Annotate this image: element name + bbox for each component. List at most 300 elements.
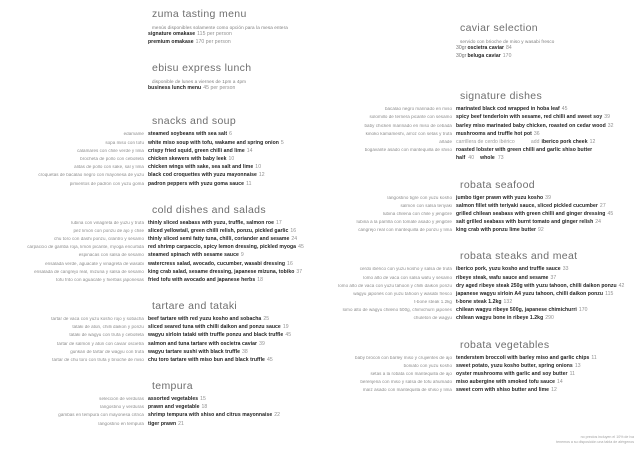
item-name: sliced seared tuna with chilli daikon and ponzu sauce <box>148 324 281 331</box>
right-column <box>324 0 640 402</box>
menu-item[interactable] <box>324 356 640 361</box>
item-price: 32 <box>607 122 614 129</box>
item-en <box>456 132 640 137</box>
item-es: lubina con vinagreta de yuzu y trufa <box>71 220 144 225</box>
item-en <box>148 342 316 347</box>
item-en <box>456 115 640 120</box>
section-robata-vegetables <box>324 339 640 394</box>
item-en <box>148 270 316 275</box>
menu-item[interactable] <box>324 196 640 201</box>
item-en <box>148 253 316 258</box>
section-gap <box>0 372 316 380</box>
item-price: 36 <box>533 130 540 137</box>
menu-item[interactable] <box>0 86 316 91</box>
item-name: miso aubergine with smoked tofu sauce <box>456 379 556 386</box>
item-es: baby brócoli con barley miso y crujientes de ajo <box>355 355 452 360</box>
item-name: chilean wagyu bone in ribeye 1.2kg <box>456 315 544 322</box>
item-es: espinacas con salsa de sésamo <box>78 253 144 258</box>
item-price: 170 <box>578 307 588 314</box>
item-es: chu toro con dashi ponzu, cilantro y sésamo <box>54 236 144 241</box>
item-price: 24 <box>291 235 298 242</box>
item-price: 11 <box>569 370 575 377</box>
item-en <box>456 380 640 385</box>
item-en <box>456 308 640 313</box>
item-name: marinated black cod wrapped in hoba leaf <box>456 106 560 113</box>
item-name: thinly sliced semi fatty tuna, chilli, coriander and sesame <box>148 235 290 242</box>
item-name: chilean wagyu ribeye 500g, japanese chimichurri <box>456 307 577 314</box>
top-spacer-right <box>324 0 640 22</box>
item-en <box>456 292 640 297</box>
item-price: 18 <box>201 404 208 411</box>
item-name: roasted lobster with green chilli and garlic shiso butter <box>456 147 593 154</box>
menu-item[interactable] <box>0 237 316 242</box>
menu-item[interactable] <box>0 157 316 162</box>
item-name: watercress salad, avocado, cucumber, wasabi dressing <box>148 260 286 267</box>
item-es: edamame <box>123 132 144 137</box>
menu-item[interactable] <box>0 397 316 402</box>
section-caviar-selection <box>324 22 640 59</box>
menu-item[interactable] <box>0 182 316 187</box>
item-en <box>456 228 640 233</box>
item-es: lubina a la parrilla con tomate asado y jengibre <box>356 220 452 225</box>
item-en <box>148 132 316 137</box>
item-en <box>456 140 640 145</box>
item-price: 38 <box>242 348 248 355</box>
menu-item[interactable] <box>324 54 640 59</box>
item-price: 21 <box>178 420 184 427</box>
menu-item[interactable] <box>0 358 316 363</box>
item-name: ribeye steak, wafu sauce and sesame <box>456 274 549 281</box>
section-title: zuma tasting menu <box>152 8 247 20</box>
item-price: 45 <box>607 210 614 217</box>
section-zuma-tasting-menu <box>0 8 316 45</box>
menu-item[interactable] <box>0 32 316 37</box>
item-en <box>148 182 316 187</box>
item-name: sweet corn with shiso butter and lime <box>456 387 550 394</box>
item-name: chu toro tartare with miso bun and black truffle <box>148 356 265 363</box>
menu-item[interactable] <box>0 325 316 330</box>
item-price: 45 <box>285 332 292 339</box>
item-en <box>148 229 316 234</box>
menu-item[interactable] <box>324 372 640 377</box>
item-es: brocheta de pollo con cebolleta <box>80 156 144 161</box>
item-name: t-bone steak 1.2kg <box>456 299 502 306</box>
item-name: wagyu tartare sushi with black truffle <box>148 348 241 355</box>
item-en <box>148 397 316 402</box>
item-list <box>0 221 316 283</box>
item-en <box>148 245 316 250</box>
item-list <box>0 132 316 186</box>
menu-item[interactable] <box>0 245 316 250</box>
item-es: maíz asado con mantequilla de shiso y lima <box>362 388 452 393</box>
menu-item[interactable] <box>324 276 640 281</box>
menu-item[interactable] <box>324 388 640 393</box>
item-en <box>456 300 640 305</box>
item-en <box>148 413 316 418</box>
item-es: bogavante asado con mantequilla de shiso <box>364 148 452 153</box>
item-price: 37 <box>296 268 303 275</box>
menu-item[interactable] <box>0 132 316 137</box>
section-gap <box>324 242 640 250</box>
item-price: 42 <box>618 282 625 289</box>
item-name: mushrooms and truffle hot pot <box>456 130 532 137</box>
item-es: pez limón con ponzu de ajo y chile <box>73 228 144 233</box>
item-price: 22 <box>274 412 281 419</box>
item-price: 13 <box>574 362 581 369</box>
menu-item[interactable] <box>0 262 316 267</box>
menu-item[interactable] <box>324 46 640 51</box>
menu-item[interactable] <box>324 300 640 305</box>
item-es: gambas en tempura con mayonesa cítrica <box>58 413 144 418</box>
item-price: 16 <box>287 260 293 267</box>
item-price: 39 <box>604 114 611 121</box>
item-en <box>456 372 640 377</box>
item-name: oyster mushrooms with garlic and soy butter <box>456 370 568 377</box>
section-robata-steaks-and-meat <box>324 250 640 321</box>
section-robata-seafood <box>324 179 640 234</box>
menu-item[interactable] <box>324 364 640 369</box>
section-title: robata vegetables <box>460 338 550 351</box>
section-title: snacks and soup <box>152 115 237 128</box>
item-name: steamed soybeans with sea salt <box>148 131 228 138</box>
menu-item[interactable] <box>324 115 640 120</box>
section-signature-dishes <box>324 90 640 161</box>
item-es: solomillo de ternera picante con sésamo <box>369 115 452 120</box>
menu-item[interactable] <box>324 316 640 321</box>
item-name: king crab salad, sesame dressing, japanese mizuna, tobiko <box>148 268 295 275</box>
item-price: 10 <box>228 155 235 162</box>
section-tartare-and-tataki <box>0 300 316 363</box>
item-en <box>456 284 640 289</box>
item-name: sliced yellowtail, green chilli relish, ponzu, pickled garlic <box>148 227 289 234</box>
add-label: add <box>530 139 540 146</box>
menu-item[interactable] <box>0 333 316 338</box>
section-gap <box>324 171 640 179</box>
item-es: langostino tigre con yuzu kosho <box>387 195 452 200</box>
item-name: jumbo tiger prawn with yuzu kosho <box>456 194 544 201</box>
item-es: calamares con chile verde y lima <box>77 148 144 153</box>
section-title: tartare and tataki <box>152 300 238 312</box>
item-es: cangrejo real con mantequilla de ponzu y lima <box>358 228 452 233</box>
item-es: lomo alto de vaca con yuzu tahoon y chilli daikon ponzu <box>338 283 452 288</box>
item-es: t-bone steak 1.2kg <box>414 300 452 305</box>
item-name: salt grilled seabass with burnt tomato and ginger relish <box>456 219 594 226</box>
menu-item[interactable] <box>324 308 640 313</box>
item-price: 45 <box>266 356 273 363</box>
item-en <box>148 149 316 154</box>
section-gap <box>0 54 316 62</box>
item-price: 10 <box>255 164 262 171</box>
item-es: setas a la robata con mantequilla de ajo <box>370 371 452 376</box>
top-spacer-left <box>0 0 316 8</box>
item-name: steamed spinach with sesame sauce <box>148 252 239 259</box>
item-en <box>148 325 316 330</box>
menu-item[interactable] <box>324 220 640 225</box>
item-price: 45 <box>561 106 568 113</box>
menu-item[interactable] <box>324 212 640 217</box>
item-list <box>0 317 316 363</box>
item-en <box>148 422 316 427</box>
item-en <box>456 364 640 369</box>
item-name: tiger prawn <box>148 420 177 427</box>
item-es: ensalada verde, aguacate y vinagreta de wasabi <box>45 261 144 266</box>
item-es: tofu frito con aguacate y hierbas japonesas <box>56 277 144 282</box>
menu-item[interactable] <box>0 422 316 427</box>
left-column <box>0 0 316 436</box>
item-name: beef tartare with red yuzu kosho and sobacha <box>148 316 262 322</box>
item-name: thinly sliced seabass with yuzu, truffle, salmon roe <box>148 219 274 226</box>
item-en <box>456 124 640 129</box>
item-es: berenjena con miso y salsa de tofu ahumado <box>360 380 452 385</box>
item-es: lomo alto de wagyu chileno 500g, chimichurri japonés <box>342 308 452 313</box>
menu-item[interactable] <box>324 292 640 297</box>
menu-item[interactable] <box>0 342 316 347</box>
item-list <box>0 397 316 427</box>
item-name: salmon and tuna tartare with oscietra caviar <box>148 340 258 347</box>
item-name: dry aged ribeye steak 250g with yuzu tahoon, chilli daikon ponzu <box>456 282 617 289</box>
item-list <box>324 356 640 394</box>
item-en <box>456 204 640 209</box>
item-en <box>456 107 640 112</box>
item-es: lomo alto de vaca con salsa wafu y sésamo <box>363 275 452 280</box>
menu-item[interactable] <box>0 405 316 410</box>
item-es: pimientos de padrón con yuzu goma <box>69 181 144 186</box>
item-es: salmón con salsa teriyaki <box>400 203 452 208</box>
item-price: 12 <box>589 139 596 146</box>
item-en <box>148 157 316 162</box>
item-price: 11 <box>246 180 252 187</box>
item-price: 6 <box>229 131 232 138</box>
item-en: premium omakase 170 per person <box>148 39 231 46</box>
item-price: 9 <box>240 252 244 259</box>
item-es: croquetas de bacalao negro con mayonesa de yuzu <box>38 173 144 178</box>
item-price: 18 <box>257 276 264 283</box>
item-en: 30groscietra caviar 84 <box>456 45 512 51</box>
item-name: wagyu sirloin tataki with truffle ponzu and black truffle <box>148 332 284 339</box>
section-snacks-and-soup <box>0 115 316 186</box>
item-en <box>148 262 316 267</box>
item-list <box>324 107 640 161</box>
menu-item[interactable] <box>324 204 640 209</box>
menu-item[interactable] <box>324 380 640 385</box>
item-en <box>456 316 640 321</box>
menu-item[interactable] <box>324 267 640 272</box>
menu-item[interactable] <box>0 270 316 275</box>
section-note: disponible de lunes a viernes de 1pm a 4pm <box>152 79 247 85</box>
menu-item[interactable] <box>0 40 316 45</box>
item-en: 30grbeluga caviar 170 <box>456 53 512 60</box>
item-price: 14 <box>557 379 563 386</box>
item-name: tenderstem broccoli with barley miso and garlic chips <box>456 354 590 361</box>
item-es: tartar de vaca con yuzu kosho rojo y sobacha <box>51 317 144 321</box>
item-es: langostino en tempura <box>98 421 144 426</box>
menu-item[interactable] <box>0 173 316 178</box>
item-price: 92 <box>538 227 544 234</box>
item-name: crispy fried squid, green chilli and lime <box>148 147 245 154</box>
item-price: 33 <box>562 266 569 273</box>
item-price: 290 <box>545 315 554 322</box>
item-name: chicken skewers with baby leek <box>148 155 227 162</box>
menu-item[interactable] <box>324 228 640 233</box>
section-title: caviar selection <box>460 22 538 34</box>
portion-whole-price: 73 <box>497 155 504 162</box>
section-gap <box>324 331 640 339</box>
item-es: langostino y verduras <box>100 405 144 410</box>
item-price: 12 <box>258 172 265 179</box>
add-item-en: iberico pork cheek <box>541 139 588 146</box>
section-gap <box>324 68 640 90</box>
portion-half-label: half <box>456 155 466 162</box>
item-en <box>148 173 316 178</box>
item-es: cerdo ibérico con yuzu kosho y salsa de trufa <box>359 267 452 272</box>
item-es: wagyu japonés con yuzu tahoon y wasabi fresco <box>353 291 452 296</box>
item-price: 39 <box>259 340 265 347</box>
item-name: red shrimp carpaccio, spicy lemon dressing, pickled myoga <box>148 244 297 251</box>
item-name: iberico pork, yuzu kosho and truffle sauce <box>456 266 561 273</box>
item-es: tartar de salmón y atún con caviar oscietra <box>57 341 144 346</box>
item-en: business lunch menu 45 per person <box>148 85 236 92</box>
item-es: alitas de pollo con sake, sal y lima <box>74 165 144 170</box>
item-name: spicy beef tenderloin with sesame, red chilli and sweet soy <box>456 114 603 121</box>
item-price: 24 <box>595 219 602 226</box>
item-price: 115 <box>605 290 614 297</box>
item-es: tataki de wagyu con trufa y cebolleta <box>69 333 144 338</box>
item-en <box>456 220 640 225</box>
section-tempura <box>0 380 316 427</box>
item-name: shrimp tempura with shiso and citrus mayonnaise <box>148 412 273 419</box>
item-price: 12 <box>551 387 557 394</box>
item-list <box>324 196 640 234</box>
section-gap <box>0 196 316 204</box>
section-cold-dishes-and-salads <box>0 204 316 283</box>
menu-item[interactable] <box>0 278 316 283</box>
item-name: prawn and vegetable <box>148 404 200 411</box>
item-price: 16 <box>290 227 297 234</box>
item-price: 14 <box>246 147 253 154</box>
item-price: 5 <box>280 139 284 146</box>
item-en <box>456 267 640 272</box>
menu-item[interactable] <box>324 284 640 289</box>
item-en <box>456 156 640 161</box>
item-es: chuletón de wagyu <box>413 316 452 321</box>
item-name: japanese wagyu sirloin A4 yuzu tahoon, chilli daikon ponzu <box>456 290 604 297</box>
menu-item[interactable] <box>0 413 316 418</box>
item-es: carpaccio de gamba roja, limón picante, myoga encurtida <box>27 245 144 250</box>
item-en <box>148 278 316 283</box>
item-name: chicken wings with sake, sea salt and lime <box>148 164 254 171</box>
item-en <box>148 405 316 410</box>
menu-item[interactable] <box>324 132 640 137</box>
item-name: assorted vegetables <box>148 396 199 403</box>
section-title: signature dishes <box>460 90 543 103</box>
item-es: lubina chilena con chile y jengibre <box>382 211 452 216</box>
item-en <box>148 237 316 242</box>
section-title: ebisu express lunch <box>152 62 252 75</box>
menu-item[interactable] <box>0 221 316 226</box>
item-name: padron peppers with yuzu goma sauce <box>148 180 245 187</box>
item-price: 37 <box>550 274 557 281</box>
menu-item[interactable] <box>324 148 640 153</box>
item-en <box>148 165 316 170</box>
item-es: selección de verduras <box>99 397 144 402</box>
footer-disclaimer <box>556 435 634 445</box>
menu-item[interactable] <box>324 124 640 129</box>
menu-item[interactable] <box>0 165 316 170</box>
item-en <box>456 276 640 281</box>
item-price: 45 <box>298 244 304 251</box>
item-price: 39 <box>545 194 551 201</box>
item-es: boniato con yuzu kosho <box>403 363 452 368</box>
section-title: robata seafood <box>460 178 535 191</box>
item-es: baby chicken marinado en miso de cebada <box>364 123 452 128</box>
item-en <box>456 196 640 201</box>
item-price: 27 <box>599 202 606 209</box>
item-es: tartar de chu toro con trufa y brioche de miso <box>52 357 144 362</box>
item-es: gunkan de tartar de wagyu con trufa <box>70 349 144 354</box>
item-es: tataki de atún, chilli daikon y ponzu <box>72 325 144 330</box>
menu-item[interactable] <box>324 107 640 112</box>
section-title: cold dishes and salads <box>152 203 266 216</box>
item-en <box>456 388 640 393</box>
item-en <box>148 221 316 226</box>
item-en <box>148 358 316 363</box>
item-es: sopa miso con tofu <box>105 140 144 145</box>
item-en <box>456 212 640 217</box>
portion-whole-label: whole <box>480 155 495 162</box>
menu-item[interactable] <box>0 350 316 355</box>
item-es: bacalao negro marinado en miso <box>384 107 452 112</box>
section-ebisu-express-lunch <box>0 62 316 91</box>
item-list <box>324 267 640 321</box>
item-name: king crab with ponzu lime butter <box>456 227 537 234</box>
item-name: black cod croquettes with yuzu mayonnaise <box>148 172 257 179</box>
footer-line-2: tenemos a su disposición una tabla de alérgenos <box>556 439 634 444</box>
section-title: robata steaks and meat <box>460 250 578 263</box>
item-name: grilled chilean seabass with green chilli and ginger dressing <box>456 210 606 217</box>
menu-item[interactable] <box>0 229 316 234</box>
item-price: 15 <box>200 396 206 403</box>
menu-item[interactable] <box>0 317 316 322</box>
portion-half-price: 40 <box>468 155 475 162</box>
item-price: 11 <box>591 354 597 361</box>
item-es: ensalada de cangrejo real, mizuna y salsa de sésamo <box>34 269 144 274</box>
item-es: añade <box>439 140 452 145</box>
item-en <box>148 350 316 355</box>
menu-item[interactable] <box>0 253 316 258</box>
item-name: fried tofu with avocado and japanese herbs <box>148 276 256 283</box>
item-en <box>148 141 316 146</box>
item-en <box>148 333 316 338</box>
item-price: 17 <box>275 219 282 226</box>
section-title: tempura <box>152 380 193 393</box>
item-name: white miso soup with tofu, wakame and spring onion <box>148 139 279 146</box>
item-price: 25 <box>263 316 270 322</box>
menu-item[interactable] <box>0 141 316 146</box>
item-name: salmon fillet with teriyaki sauce, sliced pickled cucumber <box>456 202 598 209</box>
section-note: menús disponibles solamente como opción para la mesa entera <box>152 25 288 30</box>
menu-item[interactable] <box>324 140 640 145</box>
footer-line-1: no precios incluyen el 10% de iva <box>580 434 634 439</box>
item-name: sweet potato, yuzu kosho butter, spring onions <box>456 362 573 369</box>
item-name: barley miso marinated baby chicken, roasted on cedar wood <box>456 122 606 129</box>
add-item-es: carrillera de cerdo ibérico <box>456 139 515 146</box>
section-gap <box>0 100 316 115</box>
section-note: servido con brioche de miso y wasabi fresco <box>460 39 555 44</box>
menu-item[interactable] <box>324 156 640 161</box>
menu-item[interactable] <box>0 149 316 154</box>
item-price: 132 <box>503 299 513 306</box>
item-en <box>456 148 640 153</box>
